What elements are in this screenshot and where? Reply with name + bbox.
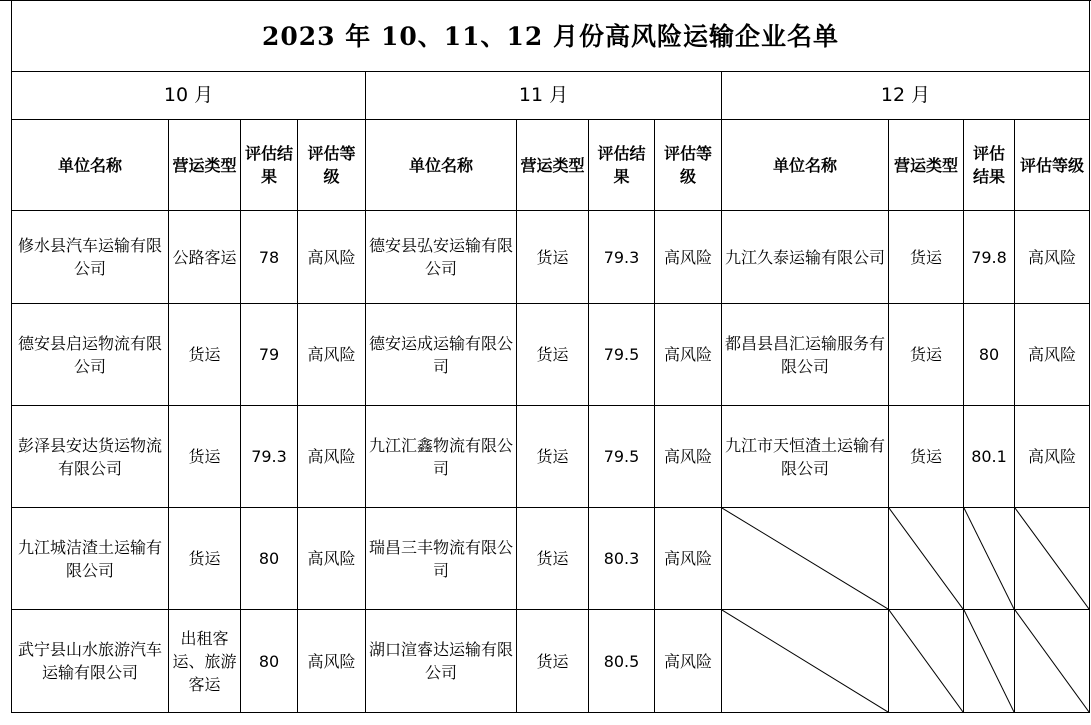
- business-type-cell: 货运: [889, 304, 964, 406]
- business-type-cell: 货运: [517, 406, 589, 508]
- column-header-type: 营运类型: [169, 120, 241, 211]
- empty-cell-diagonal: [722, 610, 889, 713]
- page-title: 2023 年 10、11、12 月份高风险运输企业名单: [12, 1, 1090, 72]
- risk-level-cell: 高风险: [655, 508, 722, 610]
- business-type-cell: 公路客运: [169, 211, 241, 304]
- score-cell: 79.3: [589, 211, 655, 304]
- score-cell: 79.8: [964, 211, 1015, 304]
- company-name-cell: 德安运成运输有限公司: [366, 304, 517, 406]
- empty-cell-diagonal: [722, 508, 889, 610]
- score-cell: 80.5: [589, 610, 655, 713]
- month-header-oct: 10 月: [12, 72, 366, 120]
- column-header-level: 评估等级: [298, 120, 366, 211]
- score-cell: 79.3: [241, 406, 298, 508]
- risk-level-cell: 高风险: [298, 508, 366, 610]
- business-type-cell: 货运: [517, 304, 589, 406]
- business-type-cell: 货运: [169, 406, 241, 508]
- business-type-cell: 货运: [517, 610, 589, 713]
- score-cell: 79.5: [589, 406, 655, 508]
- company-name-cell: 九江市天恒渣土运输有限公司: [722, 406, 889, 508]
- company-name-cell: 瑞昌三丰物流有限公司: [366, 508, 517, 610]
- company-name-cell: 彭泽县安达货运物流有限公司: [12, 406, 169, 508]
- column-header-type: 营运类型: [517, 120, 589, 211]
- company-name-cell: 九江久泰运输有限公司: [722, 211, 889, 304]
- score-cell: 80.1: [964, 406, 1015, 508]
- table-row: [12, 304, 1090, 406]
- column-header-type: 营运类型: [889, 120, 964, 211]
- risk-level-cell: 高风险: [298, 406, 366, 508]
- business-type-cell: 货运: [169, 508, 241, 610]
- empty-cell-diagonal: [1015, 610, 1090, 713]
- risk-level-cell: 高风险: [298, 610, 366, 713]
- company-name-cell: 湖口渲睿达运输有限公司: [366, 610, 517, 713]
- score-cell: 79.5: [589, 304, 655, 406]
- company-name-cell: 武宁县山水旅游汽车运输有限公司: [12, 610, 169, 713]
- table-row: [12, 610, 1090, 713]
- business-type-cell: 货运: [889, 406, 964, 508]
- table-row: [12, 211, 1090, 304]
- risk-level-cell: 高风险: [298, 211, 366, 304]
- risk-enterprise-table: [11, 0, 1090, 713]
- risk-level-cell: 高风险: [655, 610, 722, 713]
- month-header-nov: 11 月: [366, 72, 722, 120]
- score-cell: 80: [964, 304, 1015, 406]
- company-name-cell: 九江汇鑫物流有限公司: [366, 406, 517, 508]
- table-row: [12, 406, 1090, 508]
- empty-cell-diagonal: [889, 508, 964, 610]
- business-type-cell: 货运: [169, 304, 241, 406]
- column-header-name: 单位名称: [722, 120, 889, 211]
- risk-list-sheet: [11, 0, 1090, 713]
- company-name-cell: 修水县汽车运输有限公司: [12, 211, 169, 304]
- risk-level-cell: 高风险: [298, 304, 366, 406]
- business-type-cell: 出租客运、旅游客运: [169, 610, 241, 713]
- table-row: [12, 508, 1090, 610]
- score-cell: 79: [241, 304, 298, 406]
- column-header-name: 单位名称: [12, 120, 169, 211]
- risk-level-cell: 高风险: [1015, 304, 1090, 406]
- company-name-cell: 都昌县昌汇运输服务有限公司: [722, 304, 889, 406]
- company-name-cell: 九江城洁渣土运输有限公司: [12, 508, 169, 610]
- risk-level-cell: 高风险: [655, 406, 722, 508]
- column-header-level: 评估等级: [655, 120, 722, 211]
- score-cell: 78: [241, 211, 298, 304]
- business-type-cell: 货运: [517, 508, 589, 610]
- column-header-score: 评估结果: [589, 120, 655, 211]
- empty-cell-diagonal: [1015, 508, 1090, 610]
- empty-cell-diagonal: [889, 610, 964, 713]
- risk-level-cell: 高风险: [655, 211, 722, 304]
- risk-level-cell: 高风险: [655, 304, 722, 406]
- company-name-cell: 德安县弘安运输有限公司: [366, 211, 517, 304]
- risk-level-cell: 高风险: [1015, 406, 1090, 508]
- column-header-score: 评估结果: [241, 120, 298, 211]
- empty-cell-diagonal: [964, 508, 1015, 610]
- empty-cell-diagonal: [964, 610, 1015, 713]
- score-cell: 80: [241, 508, 298, 610]
- business-type-cell: 货运: [889, 211, 964, 304]
- column-header-name: 单位名称: [366, 120, 517, 211]
- score-cell: 80.3: [589, 508, 655, 610]
- business-type-cell: 货运: [517, 211, 589, 304]
- column-header-level: 评估等级: [1015, 120, 1090, 211]
- company-name-cell: 德安县启运物流有限公司: [12, 304, 169, 406]
- score-cell: 80: [241, 610, 298, 713]
- risk-level-cell: 高风险: [1015, 211, 1090, 304]
- column-header-score: 评估结果: [964, 120, 1015, 211]
- month-header-dec: 12 月: [722, 72, 1090, 120]
